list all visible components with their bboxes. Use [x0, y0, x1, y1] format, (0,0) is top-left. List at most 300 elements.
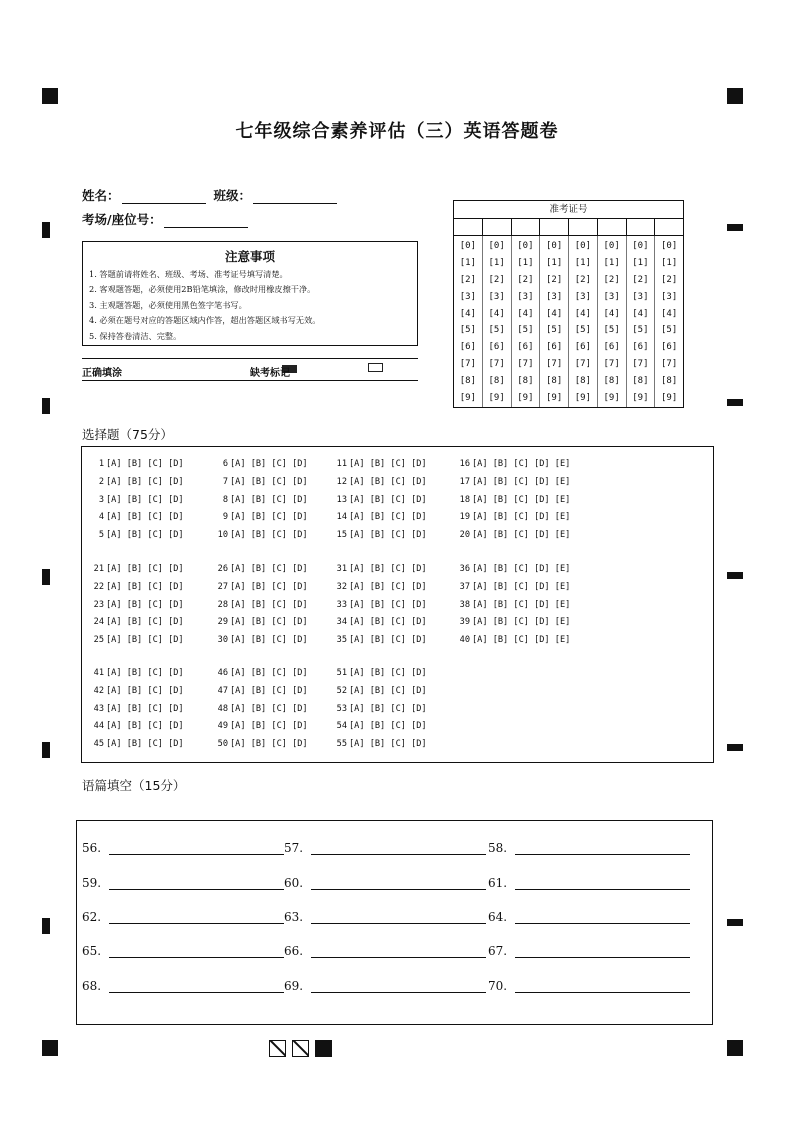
answer-options[interactable]: [A] [B] [C] [D] — [349, 476, 427, 487]
exam-id-bubble[interactable]: [4] — [603, 308, 620, 319]
answer-options[interactable]: [A] [B] [C] [D] — [230, 494, 308, 505]
question-number: 41 — [93, 668, 104, 678]
question-number: 19 — [459, 512, 470, 523]
question-number: 42 — [93, 685, 104, 696]
answer-options[interactable]: [A] [B] [C] [D] — [349, 530, 427, 541]
exam-id-bubble[interactable]: [9] — [545, 393, 563, 404]
exam-id-bubble[interactable]: [1] — [574, 257, 591, 268]
mcq-question-row[interactable] — [333, 561, 463, 579]
question-number: 26 — [217, 564, 228, 574]
mcq-question-row[interactable] — [214, 561, 344, 579]
answer-options[interactable]: [A] [B] [C] [D] [E] — [472, 476, 571, 487]
absent-mark-label: 缺考标记 — [250, 368, 290, 379]
question-number: 5 — [98, 530, 104, 541]
exam-id-bubble[interactable]: [8] — [603, 376, 620, 387]
mcq-question-row[interactable] — [214, 665, 344, 683]
question-number: 17 — [459, 476, 470, 487]
cloze-answer-line[interactable] — [311, 912, 486, 924]
cloze-number: 67. — [488, 944, 508, 958]
mcq-question-row[interactable] — [333, 614, 463, 632]
exam-id-bubble[interactable]: [1] — [632, 257, 649, 268]
mcq-column — [90, 665, 220, 754]
mcq-question-row[interactable] — [90, 701, 220, 719]
exam-id-digit-box[interactable] — [454, 219, 483, 235]
exam-id-bubble[interactable]: [9] — [488, 393, 505, 404]
cloze-answer-line[interactable] — [109, 981, 284, 993]
answer-options[interactable]: [A] [B] [C] [D] [E] — [472, 581, 571, 592]
mcq-question-row[interactable] — [456, 527, 586, 545]
cloze-answer-line[interactable] — [515, 981, 690, 993]
exam-id-bubble[interactable]: [3] — [603, 291, 620, 302]
answer-options[interactable]: [A] [B] [C] [D] — [349, 564, 427, 574]
mcq-question-row[interactable] — [214, 701, 344, 719]
exam-id-bubble[interactable]: [0] — [459, 241, 476, 251]
answer-options[interactable]: [A] [B] [C] [D] — [106, 476, 184, 487]
exam-id-bubble[interactable]: [3] — [488, 291, 505, 302]
question-number: 9 — [222, 512, 228, 523]
cloze-answer-line[interactable] — [311, 878, 486, 890]
exam-id-bubble[interactable]: [8] — [545, 376, 563, 387]
seat-label: 考场/座位号： — [82, 212, 162, 227]
mcq-question-row[interactable] — [333, 597, 463, 615]
exam-id-column — [627, 236, 656, 407]
answer-options[interactable]: [A] [B] [C] [D] — [106, 635, 184, 646]
exam-id-bubble[interactable]: [0] — [603, 241, 620, 251]
mcq-column — [456, 456, 586, 545]
exam-id-bubble[interactable]: [3] — [517, 291, 534, 302]
mcq-question-row[interactable] — [333, 683, 463, 701]
answer-options[interactable]: [A] [B] [C] [D] — [230, 581, 308, 592]
cloze-number: 64. — [488, 910, 508, 924]
mcq-question-row[interactable] — [214, 509, 344, 527]
exam-id-bubble[interactable]: [8] — [517, 376, 534, 387]
answer-options[interactable]: [A] [B] [C] [D] — [106, 599, 184, 610]
cloze-number: 68. — [82, 979, 102, 993]
exam-id-bubble[interactable]: [9] — [574, 393, 591, 404]
question-number: 45 — [93, 739, 104, 750]
cloze-item — [82, 979, 284, 993]
mcq-column — [333, 561, 463, 650]
exam-id-bubble[interactable]: [2] — [603, 274, 620, 285]
exam-id-bubble[interactable]: [7] — [545, 359, 563, 370]
exam-id-bubble[interactable]: [3] — [545, 291, 563, 302]
question-number: 55 — [336, 739, 347, 750]
class-field[interactable] — [253, 191, 337, 204]
mcq-question-row[interactable] — [90, 736, 220, 754]
exam-id-bubble[interactable]: [6] — [545, 342, 563, 353]
exam-id-bubble[interactable]: [2] — [459, 274, 476, 285]
question-number: 35 — [336, 635, 347, 646]
exam-id-bubble[interactable]: [7] — [459, 359, 476, 370]
page-title: 七年级综合素养评估（三）英语答题卷 — [235, 121, 559, 142]
notice-item: 4. 必须在题号对应的答题区域内作答，超出答题区域书写无效。 — [89, 315, 321, 326]
exam-id-digit-box[interactable] — [540, 219, 569, 235]
answer-options[interactable]: [A] [B] [C] [D] — [230, 703, 308, 714]
cloze-item — [82, 910, 284, 924]
registration-mark-bottom-right — [727, 1040, 743, 1056]
timing-mark-right — [727, 224, 743, 231]
exam-id-bubble[interactable]: [5] — [545, 325, 563, 336]
mcq-question-row[interactable] — [214, 614, 344, 632]
absent-mark-checkbox[interactable] — [368, 363, 383, 372]
exam-id-bubble[interactable]: [9] — [459, 393, 476, 404]
cloze-item — [488, 910, 690, 924]
answer-options[interactable]: [A] [B] [C] [D] [E] — [472, 459, 571, 469]
exam-id-bubble[interactable]: [9] — [660, 393, 678, 404]
answer-options[interactable]: [A] [B] [C] [D] [E] — [472, 494, 571, 505]
mcq-question-row[interactable] — [90, 509, 220, 527]
answer-options[interactable]: [A] [B] [C] [D] — [106, 494, 184, 505]
mcq-question-row[interactable] — [214, 632, 344, 650]
answer-options[interactable]: [A] [B] [C] [D] — [349, 635, 427, 646]
answer-options[interactable]: [A] [B] [C] [D] — [106, 530, 184, 541]
exam-id-bubble[interactable]: [0] — [517, 241, 534, 251]
mcq-question-row[interactable] — [456, 492, 586, 510]
cloze-number: 60. — [284, 876, 304, 890]
exam-id-bubble[interactable]: [0] — [574, 241, 591, 251]
answer-options[interactable]: [A] [B] [C] [D] — [106, 721, 184, 732]
question-number: 16 — [459, 459, 470, 469]
answer-options[interactable]: [A] [B] [C] [D] [E] — [472, 617, 571, 628]
mcq-question-row[interactable] — [333, 736, 463, 754]
answer-options[interactable]: [A] [B] [C] [D] — [230, 530, 308, 541]
name-field[interactable] — [122, 191, 206, 204]
mcq-question-row[interactable] — [456, 579, 586, 597]
cloze-number: 58. — [488, 841, 508, 855]
cloze-section-label: 语篇填空（15分） — [82, 778, 186, 793]
mcq-column — [214, 561, 344, 650]
mcq-question-row[interactable] — [333, 665, 463, 683]
cloze-answer-line[interactable] — [109, 946, 284, 958]
cloze-number: 69. — [284, 979, 304, 993]
exam-id-bubble[interactable]: [8] — [459, 376, 476, 387]
exam-id-bubble[interactable]: [4] — [660, 308, 678, 319]
answer-options[interactable]: [A] [B] [C] [D] — [349, 668, 427, 678]
exam-id-bubble[interactable]: [2] — [632, 274, 649, 285]
exam-id-column — [598, 236, 627, 407]
mcq-question-row[interactable] — [333, 718, 463, 736]
cloze-answer-line[interactable] — [311, 981, 486, 993]
mcq-question-row[interactable] — [333, 701, 463, 719]
exam-id-bubble[interactable]: [4] — [632, 308, 649, 319]
answer-options[interactable]: [A] [B] [C] [D] [E] — [472, 512, 571, 523]
exam-id-bubble[interactable]: [9] — [603, 393, 620, 404]
mcq-question-row[interactable] — [90, 597, 220, 615]
answer-options[interactable]: [A] [B] [C] [D] — [106, 581, 184, 592]
answer-options[interactable]: [A] [B] [C] [D] — [349, 685, 427, 696]
question-number: 43 — [93, 703, 104, 714]
answer-options[interactable]: [A] [B] [C] [D] — [106, 617, 184, 628]
exam-id-bubble[interactable]: [1] — [488, 257, 505, 268]
question-number: 40 — [459, 635, 470, 646]
answer-options[interactable]: [A] [B] [C] [D] — [106, 668, 184, 678]
answer-options[interactable]: [A] [B] [C] [D] [E] — [472, 530, 571, 541]
question-number: 8 — [222, 494, 228, 505]
exam-id-bubble[interactable]: [4] — [545, 308, 563, 319]
exam-id-bubble[interactable]: [4] — [574, 308, 591, 319]
mcq-column — [90, 456, 220, 545]
exam-id-bubble[interactable]: [8] — [574, 376, 591, 387]
question-number: 47 — [217, 685, 228, 696]
exam-id-bubble[interactable]: [0] — [545, 241, 563, 251]
answer-options[interactable]: [A] [B] [C] [D] [E] — [472, 635, 571, 646]
mcq-question-row[interactable] — [456, 509, 586, 527]
exam-id-bubble[interactable]: [7] — [660, 359, 678, 370]
exam-id-bubble[interactable]: [5] — [488, 325, 505, 336]
exam-id-column — [540, 236, 569, 407]
cloze-answer-line[interactable] — [109, 912, 284, 924]
answer-options[interactable]: [A] [B] [C] [D] — [349, 739, 427, 750]
answer-options[interactable]: [A] [B] [C] [D] — [349, 721, 427, 732]
exam-id-bubble[interactable]: [5] — [574, 325, 591, 336]
exam-id-bubble[interactable]: [4] — [459, 308, 476, 319]
exam-id-bubble[interactable]: [2] — [574, 274, 591, 285]
answer-options[interactable]: [A] [B] [C] [D] — [106, 703, 184, 714]
answer-options[interactable]: [A] [B] [C] [D] — [349, 494, 427, 505]
answer-options[interactable]: [A] [B] [C] [D] — [230, 685, 308, 696]
cloze-answer-line[interactable] — [515, 878, 690, 890]
mcq-question-row[interactable] — [214, 718, 344, 736]
mcq-question-row[interactable] — [90, 683, 220, 701]
exam-id-bubble[interactable]: [8] — [488, 376, 505, 387]
mcq-question-row[interactable] — [456, 632, 586, 650]
exam-id-bubble[interactable]: [5] — [517, 325, 534, 336]
cloze-answer-line[interactable] — [515, 912, 690, 924]
question-number: 50 — [217, 739, 228, 750]
registration-mark-bottom-left — [42, 1040, 58, 1056]
exam-id-bubble[interactable]: [8] — [660, 376, 678, 387]
cloze-answer-line[interactable] — [515, 946, 690, 958]
exam-id-bubble[interactable]: [6] — [603, 342, 620, 353]
exam-id-bubble[interactable]: [6] — [517, 342, 534, 353]
exam-id-bubble[interactable]: [9] — [517, 393, 534, 404]
cloze-item — [284, 876, 486, 890]
question-number: 49 — [217, 721, 228, 732]
cloze-number: 62. — [82, 910, 102, 924]
answer-options[interactable]: [A] [B] [C] [D] — [230, 721, 308, 732]
exam-id-write-boxes — [454, 219, 683, 236]
timing-mark-right — [727, 744, 743, 751]
answer-options[interactable]: [A] [B] [C] [D] — [349, 459, 427, 469]
exam-id-digit-box[interactable] — [655, 219, 683, 235]
mcq-question-row[interactable] — [90, 614, 220, 632]
cloze-item — [284, 910, 486, 924]
answer-options[interactable]: [A] [B] [C] [D] [E] — [472, 599, 571, 610]
timing-mark-right — [727, 572, 743, 579]
name-label: 姓名： — [82, 188, 120, 203]
page-box-slashed — [269, 1040, 286, 1057]
mcq-question-row[interactable] — [214, 527, 344, 545]
exam-id-bubble[interactable]: [2] — [660, 274, 678, 285]
answer-options[interactable]: [A] [B] [C] [D] — [106, 459, 184, 469]
mcq-question-row[interactable] — [456, 597, 586, 615]
answer-options[interactable]: [A] [B] [C] [D] — [106, 739, 184, 750]
answer-options[interactable]: [A] [B] [C] [D] — [230, 512, 308, 523]
mcq-question-row[interactable] — [90, 456, 220, 474]
mcq-column — [90, 561, 220, 650]
mcq-question-row[interactable] — [214, 683, 344, 701]
answer-options[interactable]: [A] [B] [C] [D] — [106, 564, 184, 574]
mcq-question-row[interactable] — [90, 474, 220, 492]
mcq-question-row[interactable] — [456, 561, 586, 579]
cloze-answer-line[interactable] — [311, 843, 486, 855]
exam-id-bubble[interactable]: [7] — [603, 359, 620, 370]
mcq-question-row[interactable] — [214, 456, 344, 474]
answer-options[interactable]: [A] [B] [C] [D] — [230, 459, 308, 469]
answer-options[interactable]: [A] [B] [C] [D] — [349, 617, 427, 628]
mcq-column — [214, 665, 344, 754]
cloze-number: 63. — [284, 910, 304, 924]
exam-id-bubble[interactable]: [7] — [517, 359, 534, 370]
answer-options[interactable]: [A] [B] [C] [D] — [106, 685, 184, 696]
mcq-question-row[interactable] — [456, 614, 586, 632]
answer-options[interactable]: [A] [B] [C] [D] — [230, 599, 308, 610]
cloze-item — [82, 841, 284, 855]
mcq-question-row[interactable] — [333, 474, 463, 492]
mcq-question-row[interactable] — [456, 456, 586, 474]
answer-options[interactable]: [A] [B] [C] [D] — [230, 617, 308, 628]
exam-id-digit-box[interactable] — [598, 219, 627, 235]
mcq-question-row[interactable] — [214, 492, 344, 510]
exam-id-bubble[interactable]: [5] — [459, 325, 476, 336]
mcq-question-row[interactable] — [90, 527, 220, 545]
exam-id-bubble[interactable]: [0] — [660, 241, 678, 251]
question-number: 6 — [222, 459, 228, 469]
correct-fill-label: 正确填涂 — [82, 368, 122, 379]
question-number: 21 — [93, 564, 104, 574]
exam-id-bubble[interactable]: [4] — [517, 308, 534, 319]
exam-id-bubble[interactable]: [1] — [517, 257, 534, 268]
answer-options[interactable]: [A] [B] [C] [D] — [230, 739, 308, 750]
answer-options[interactable]: [A] [B] [C] [D] — [349, 581, 427, 592]
mcq-question-row[interactable] — [214, 474, 344, 492]
exam-id-bubble[interactable]: [0] — [632, 241, 649, 251]
cloze-item — [488, 876, 690, 890]
mcq-question-row[interactable] — [90, 632, 220, 650]
exam-id-bubble[interactable]: [5] — [632, 325, 649, 336]
mcq-question-row[interactable] — [90, 579, 220, 597]
exam-id-bubble[interactable]: [1] — [459, 257, 476, 268]
answer-options[interactable]: [A] [B] [C] [D] — [230, 668, 308, 678]
exam-id-bubble[interactable]: [5] — [660, 325, 678, 336]
exam-id-bubble[interactable]: [2] — [488, 274, 505, 285]
mcq-question-row[interactable] — [90, 561, 220, 579]
question-number: 31 — [336, 564, 347, 574]
question-number: 29 — [217, 617, 228, 628]
mcq-question-row[interactable] — [333, 509, 463, 527]
question-number: 44 — [93, 721, 104, 732]
exam-id-bubble[interactable]: [8] — [632, 376, 649, 387]
mcq-question-row[interactable] — [214, 579, 344, 597]
mcq-question-row[interactable] — [456, 474, 586, 492]
mcq-question-row[interactable] — [90, 718, 220, 736]
exam-id-bubble[interactable]: [9] — [632, 393, 649, 404]
notice-item: 2. 客观题答题，必须使用2B铅笔填涂，修改时用橡皮擦干净。 — [89, 284, 316, 295]
exam-id-bubble[interactable]: [1] — [545, 257, 563, 268]
exam-id-bubble[interactable]: [3] — [660, 291, 678, 302]
answer-options[interactable]: [A] [B] [C] [D] — [230, 635, 308, 646]
exam-id-bubble[interactable]: [2] — [517, 274, 534, 285]
exam-id-digit-box[interactable] — [512, 219, 541, 235]
exam-id-bubble[interactable]: [4] — [488, 308, 505, 319]
exam-id-bubble[interactable]: [5] — [603, 325, 620, 336]
mcq-question-row[interactable] — [333, 579, 463, 597]
mcq-question-row[interactable] — [333, 492, 463, 510]
exam-id-bubble[interactable]: [3] — [574, 291, 591, 302]
answer-options[interactable]: [A] [B] [C] [D] — [230, 476, 308, 487]
exam-id-column — [655, 236, 683, 407]
answer-options[interactable]: [A] [B] [C] [D] — [349, 599, 427, 610]
mcq-question-row[interactable] — [90, 492, 220, 510]
cloze-answer-line[interactable] — [311, 946, 486, 958]
question-number: 23 — [93, 599, 104, 610]
question-number: 52 — [336, 685, 347, 696]
mcq-question-row[interactable] — [333, 632, 463, 650]
answer-options[interactable]: [A] [B] [C] [D] [E] — [472, 564, 571, 574]
exam-id-bubble[interactable]: [3] — [459, 291, 476, 302]
exam-id-bubble-columns — [454, 236, 683, 407]
exam-id-bubble[interactable]: [3] — [632, 291, 649, 302]
answer-options[interactable]: [A] [B] [C] [D] — [106, 512, 184, 523]
mcq-question-row[interactable] — [333, 527, 463, 545]
exam-id-bubble[interactable]: [7] — [574, 359, 591, 370]
exam-id-bubble[interactable]: [6] — [488, 342, 505, 353]
mcq-question-row[interactable] — [333, 456, 463, 474]
cloze-item — [488, 944, 690, 958]
mcq-question-row[interactable] — [90, 665, 220, 683]
cloze-item — [82, 876, 284, 890]
exam-id-bubble[interactable]: [6] — [574, 342, 591, 353]
exam-id-bubble[interactable]: [2] — [545, 274, 563, 285]
question-number: 11 — [336, 459, 347, 469]
mcq-section-label: 选择题（75分） — [82, 427, 173, 442]
exam-id-bubble[interactable]: [7] — [488, 359, 505, 370]
question-number: 27 — [217, 581, 228, 592]
exam-id-bubble[interactable]: [1] — [603, 257, 620, 268]
answer-options[interactable]: [A] [B] [C] [D] — [349, 512, 427, 523]
timing-mark-left — [42, 742, 50, 758]
answer-options[interactable]: [A] [B] [C] [D] — [349, 703, 427, 714]
exam-id-bubble[interactable]: [1] — [660, 257, 678, 268]
question-number: 39 — [459, 617, 470, 628]
answer-options[interactable]: [A] [B] [C] [D] — [230, 564, 308, 574]
mcq-column — [214, 456, 344, 545]
question-number: 28 — [217, 599, 228, 610]
exam-id-digit-box[interactable] — [483, 219, 512, 235]
exam-id-bubble[interactable]: [0] — [488, 241, 505, 251]
exam-id-digit-box[interactable] — [627, 219, 656, 235]
timing-mark-right — [727, 919, 743, 926]
registration-mark-top-left — [42, 88, 58, 104]
seat-field[interactable] — [164, 215, 248, 228]
exam-id-bubble[interactable]: [7] — [632, 359, 649, 370]
question-number: 4 — [98, 512, 104, 523]
mcq-question-row[interactable] — [214, 736, 344, 754]
notice-item: 3. 主观题答题，必须使用黑色签字笔书写。 — [89, 299, 247, 310]
exam-id-digit-box[interactable] — [569, 219, 598, 235]
cloze-answer-line[interactable] — [109, 843, 284, 855]
cloze-answer-line[interactable] — [515, 843, 690, 855]
exam-id-bubble[interactable]: [6] — [632, 342, 649, 353]
exam-id-bubble[interactable]: [6] — [660, 342, 678, 353]
cloze-answer-line[interactable] — [109, 878, 284, 890]
exam-id-bubble[interactable]: [6] — [459, 342, 476, 353]
question-number: 51 — [336, 668, 347, 678]
question-number: 34 — [336, 617, 347, 628]
timing-mark-right — [727, 399, 743, 406]
question-number: 25 — [93, 635, 104, 646]
mcq-question-row[interactable] — [214, 597, 344, 615]
